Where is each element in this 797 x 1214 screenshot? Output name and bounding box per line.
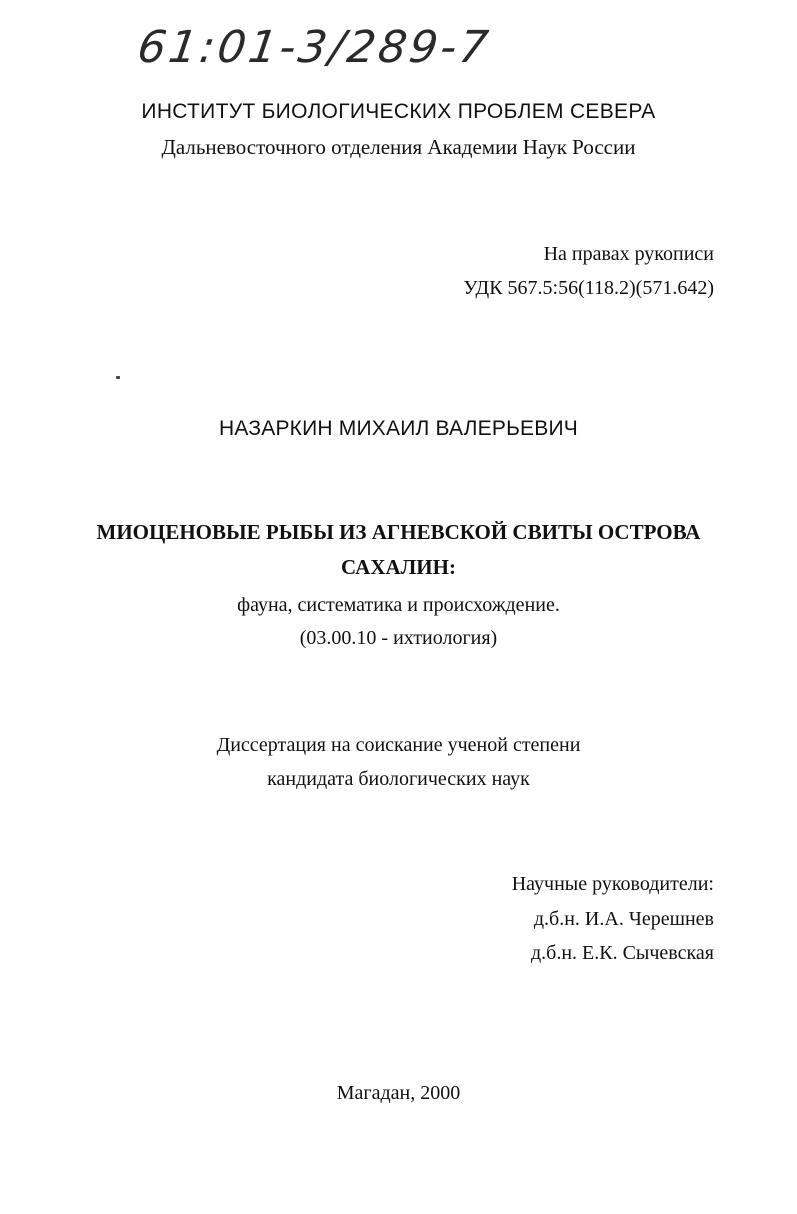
institute-name: ИНСТИТУТ БИОЛОГИЧЕСКИХ ПРОБЛЕМ СЕВЕРА bbox=[141, 100, 656, 123]
specialty-code: (03.00.10 - ихтиология) bbox=[299, 627, 498, 649]
supervisor-second: д.б.н. Е.К. Сычевская bbox=[530, 942, 714, 964]
institute-branch: Дальневосточного отделения Академии Наук России bbox=[161, 135, 636, 159]
thesis-subtitle: фауна, систематика и происхождение. bbox=[237, 594, 560, 616]
supervisors-label: Научные руководители: bbox=[511, 873, 714, 895]
manuscript-rights: На правах рукописи bbox=[543, 243, 714, 265]
udk-code: УДК 567.5:56(118.2)(571.642) bbox=[463, 277, 714, 299]
city-year: Магадан, 2000 bbox=[336, 1082, 461, 1104]
degree-statement-line2: кандидата биологических наук bbox=[267, 768, 530, 790]
handwritten-archive-code: 61:01-3/289-7 bbox=[134, 22, 494, 73]
thesis-title-line1: МИОЦЕНОВЫЕ РЫБЫ ИЗ АГНЕВСКОЙ СВИТЫ ОСТРОВА bbox=[96, 520, 701, 544]
degree-statement-line1: Диссертация на соискание ученой степени bbox=[216, 734, 581, 756]
thesis-title-line2: САХАЛИН: bbox=[341, 555, 456, 579]
supervisor-first: д.б.н. И.А. Черешнев bbox=[533, 908, 714, 930]
scan-artifact bbox=[116, 376, 120, 379]
author-name: НАЗАРКИН МИХАИЛ ВАЛЕРЬЕВИЧ bbox=[219, 417, 578, 440]
